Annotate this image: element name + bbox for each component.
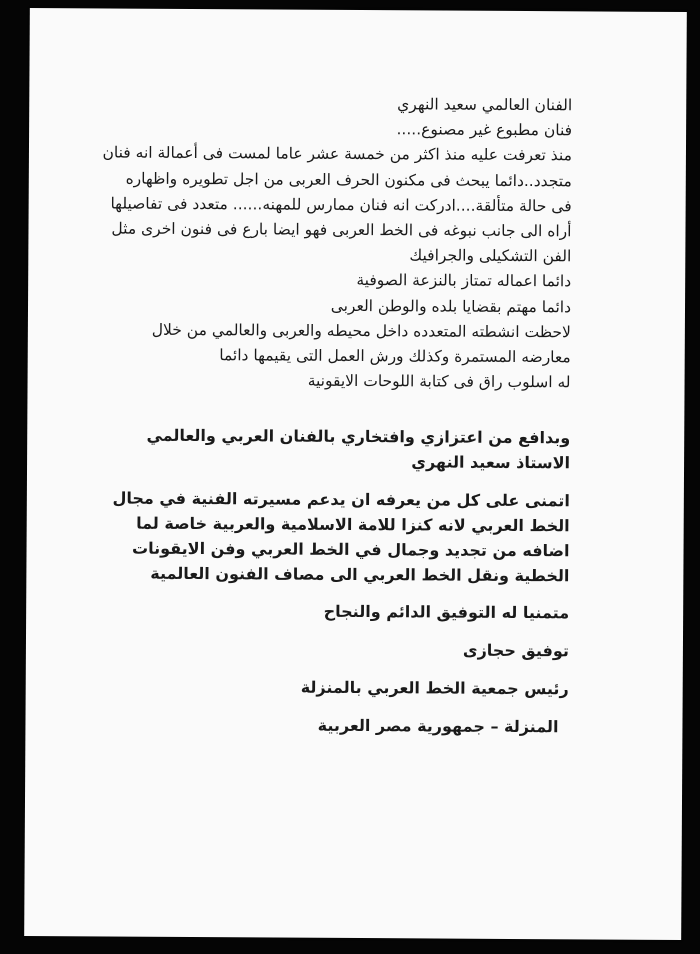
signer-location: المنزلة – جمهورية مصر العربية [317,716,559,737]
text-line: معارضه المستمرة وكذلك ورش العمل التى يقيمها دائما [219,346,571,367]
paper-sheet [24,8,687,940]
signature-block [98,599,569,740]
text-line: دائما اعماله تمتاز بالنزعة الصوفية [356,271,572,291]
text-line: الفن التشكيلى والجرافيك [409,246,572,266]
closing-line: متمنيا له التوفيق الدائم والنجاح [323,602,570,623]
wish-paragraph: اتمنى على كل من يعرفه ان يدعم مسيرته الفنية في مجال الخط العربي لانه كنزا للامة الاسلامية والعربية خاصة لما اضافه من تجديد وجمال في الخط العربي وفن الايقونات الخطية ونقل الخط العربي الى مصاف الفنون العالمية [112,488,570,586]
text-line: له اسلوب راق فى كتابة اللوحات الايقونية [307,371,571,392]
text-line: متجدد..دائما يبحث فى مكنون الحرف العربى من اجل تطويره واظهاره [125,169,572,190]
recommendation-section [99,423,570,589]
text-line: فى حالة متألقة....ادركت انه فنان ممارس للمهنه...... متعدد فى تفاصيلها [110,194,572,216]
text-line: فنان مطبوع غير مصنوع..... [396,120,573,140]
letter-body [98,90,572,739]
text-line: أراه الى جانب نبوغه فى الخط العربى فهو ايضا بارع فى فنون اخرى مثل [111,219,572,241]
text-line: لاحظت انشطته المتعدده داخل محيطه والعربى والعالمي من خلال [151,320,571,342]
text-line: دائما مهتم بقضايا بلده والوطن العربى [330,296,572,316]
signer-title: رئيس جمعية الخط العربي بالمنزلة [300,678,569,699]
motivation-paragraph: وبدافع من اعتزازي وافتخاري بالفنان العربي والعالمي الاستاذ سعيد النهري [146,426,571,473]
signer-name: توفيق حجازى [462,641,569,661]
intro-paragraph [100,90,572,395]
letter-heading: الفنان العالمي سعيد النهري [397,95,573,115]
text-line: منذ تعرفت عليه منذ اكثر من خمسة عشر عاما لمست فى أعمالة انه فنان [102,143,573,165]
